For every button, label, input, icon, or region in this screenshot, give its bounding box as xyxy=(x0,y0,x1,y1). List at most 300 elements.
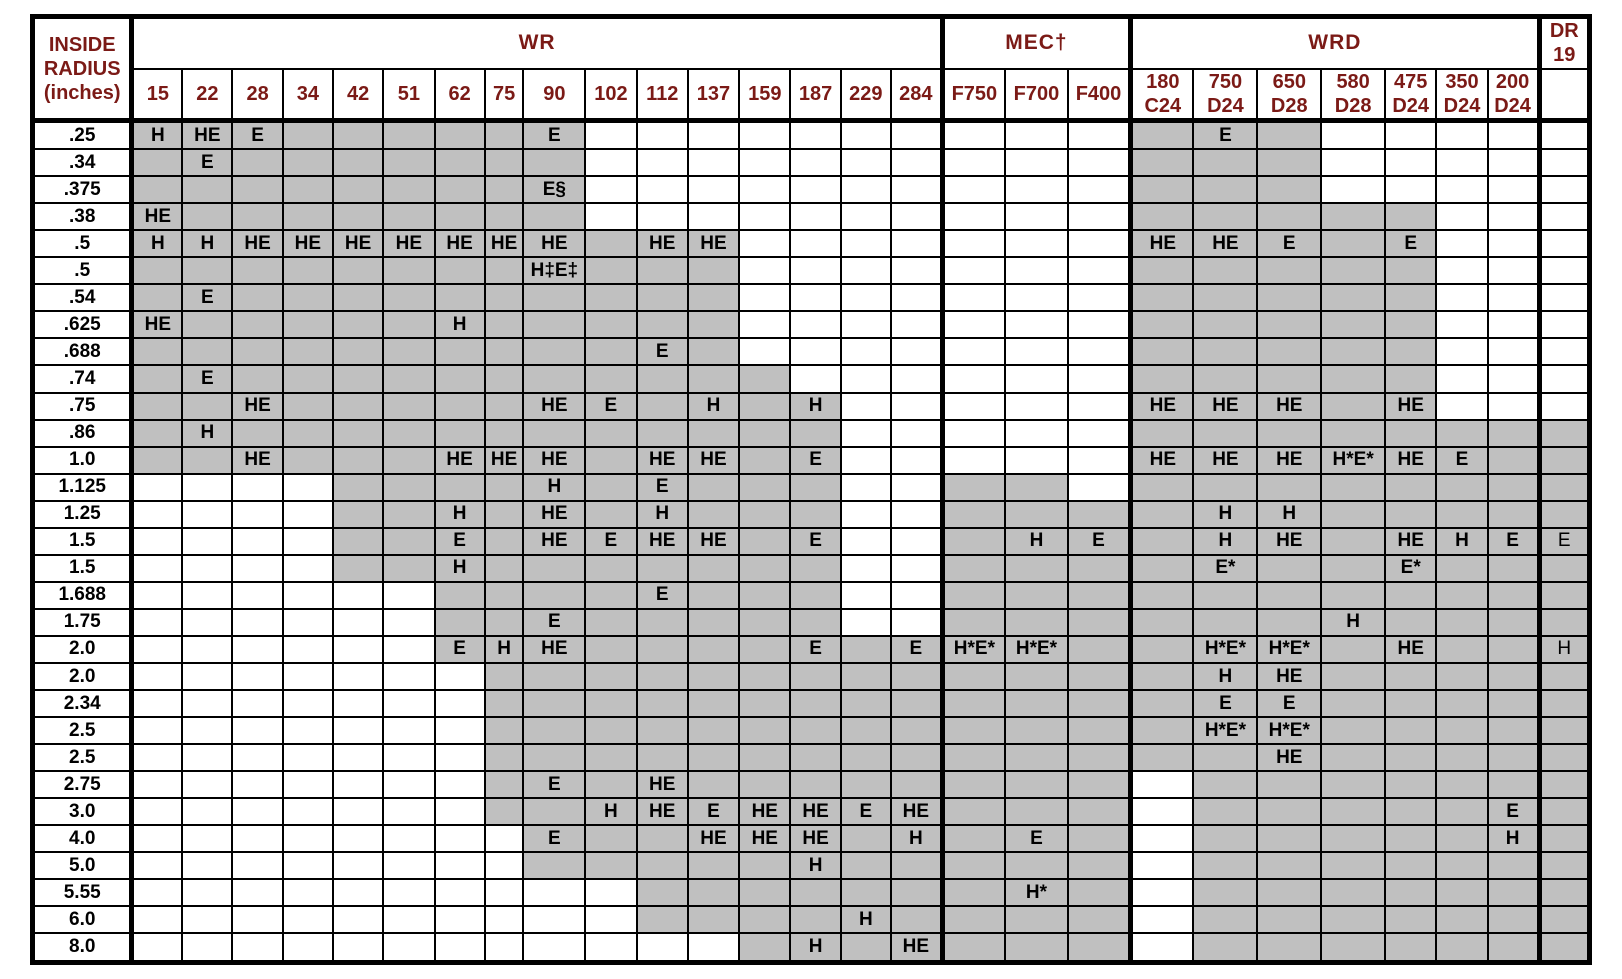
table-cell xyxy=(333,609,383,636)
table-cell xyxy=(841,852,891,879)
table-cell xyxy=(688,311,739,338)
table-cell xyxy=(1005,284,1068,311)
table-cell xyxy=(739,582,790,609)
table-cell xyxy=(1321,933,1385,962)
table-row xyxy=(33,420,1590,447)
table-row xyxy=(33,284,1590,311)
table-cell xyxy=(841,501,891,528)
table-cell xyxy=(790,176,840,203)
table-cell xyxy=(435,879,485,906)
table-cell xyxy=(1257,906,1321,933)
table-cell xyxy=(942,825,1005,852)
table-cell xyxy=(1321,338,1385,365)
table-cell xyxy=(688,284,739,311)
table-cell xyxy=(283,879,333,906)
table-cell: E xyxy=(790,447,840,474)
table-cell: H*E* xyxy=(1321,447,1385,474)
table-cell: E xyxy=(523,771,585,798)
table-cell: E xyxy=(1005,825,1068,852)
table-cell xyxy=(790,744,840,771)
radius-label: 5.0 xyxy=(33,852,132,879)
table-cell xyxy=(1068,582,1131,609)
table-cell xyxy=(688,555,739,582)
table-cell xyxy=(523,284,585,311)
table-cell xyxy=(739,609,790,636)
table-cell xyxy=(523,203,585,230)
table-cell xyxy=(1005,393,1068,420)
table-cell xyxy=(688,257,739,284)
table-cell xyxy=(1539,501,1589,528)
table-cell xyxy=(1257,121,1321,150)
table-cell xyxy=(891,149,942,176)
table-cell xyxy=(485,528,524,555)
table-cell xyxy=(790,717,840,744)
table-cell: HE xyxy=(1385,636,1436,663)
table-cell xyxy=(182,771,232,798)
table-cell xyxy=(1068,311,1131,338)
table-cell xyxy=(1539,609,1589,636)
table-cell xyxy=(232,501,282,528)
table-cell xyxy=(485,852,524,879)
table-cell xyxy=(1257,771,1321,798)
table-cell: E xyxy=(523,609,585,636)
table-cell xyxy=(1385,582,1436,609)
table-cell xyxy=(1321,744,1385,771)
table-cell xyxy=(739,771,790,798)
table-cell xyxy=(232,203,282,230)
table-cell xyxy=(132,447,182,474)
table-cell xyxy=(1436,365,1487,392)
table-cell xyxy=(435,393,485,420)
table-cell xyxy=(435,690,485,717)
table-cell xyxy=(1193,338,1257,365)
table-cell xyxy=(942,609,1005,636)
table-cell xyxy=(688,365,739,392)
table-cell xyxy=(891,447,942,474)
table-cell xyxy=(1131,663,1194,690)
table-cell xyxy=(790,879,840,906)
table-cell xyxy=(942,717,1005,744)
table-cell xyxy=(688,203,739,230)
table-cell xyxy=(232,609,282,636)
table-cell xyxy=(1068,879,1131,906)
table-cell xyxy=(637,365,688,392)
table-cell xyxy=(132,528,182,555)
table-cell xyxy=(132,501,182,528)
table-cell xyxy=(1068,852,1131,879)
table-cell xyxy=(637,906,688,933)
table-cell xyxy=(790,474,840,501)
column-header-580-d28: 580 D28 xyxy=(1321,69,1385,121)
table-cell xyxy=(283,393,333,420)
table-cell xyxy=(942,501,1005,528)
table-cell: HE xyxy=(1193,393,1257,420)
table-cell xyxy=(333,906,383,933)
table-cell xyxy=(585,257,636,284)
radius-label: 2.5 xyxy=(33,717,132,744)
table-cell xyxy=(1193,906,1257,933)
table-cell xyxy=(1488,744,1539,771)
radius-label: 2.0 xyxy=(33,663,132,690)
radius-label: .74 xyxy=(33,365,132,392)
table-cell xyxy=(585,176,636,203)
table-cell xyxy=(688,501,739,528)
table-cell xyxy=(891,717,942,744)
table-cell: H xyxy=(891,825,942,852)
table-cell xyxy=(1321,636,1385,663)
table-cell xyxy=(485,501,524,528)
table-cell xyxy=(132,393,182,420)
table-cell: E xyxy=(1193,690,1257,717)
table-cell xyxy=(585,933,636,962)
table-cell xyxy=(841,338,891,365)
table-cell xyxy=(790,284,840,311)
table-cell xyxy=(1385,690,1436,717)
table-cell xyxy=(1321,582,1385,609)
table-cell: H xyxy=(435,501,485,528)
table-cell xyxy=(1005,149,1068,176)
table-cell xyxy=(841,582,891,609)
table-cell xyxy=(942,663,1005,690)
table-cell: E xyxy=(1385,230,1436,257)
table-cell xyxy=(841,555,891,582)
table-cell xyxy=(383,149,434,176)
table-cell xyxy=(383,121,434,150)
table-cell xyxy=(841,420,891,447)
table-cell xyxy=(942,420,1005,447)
table-cell xyxy=(585,284,636,311)
table-cell xyxy=(739,393,790,420)
table-cell xyxy=(1385,879,1436,906)
group-header-wrd: WRD xyxy=(1131,17,1539,69)
table-cell xyxy=(283,744,333,771)
table-cell xyxy=(585,338,636,365)
table-cell xyxy=(1385,149,1436,176)
table-cell xyxy=(637,744,688,771)
table-cell xyxy=(739,121,790,150)
table-cell: HE xyxy=(232,393,282,420)
table-cell xyxy=(841,771,891,798)
table-cell xyxy=(182,852,232,879)
table-cell xyxy=(841,690,891,717)
table-cell xyxy=(485,121,524,150)
table-cell xyxy=(585,420,636,447)
table-row xyxy=(33,663,1590,690)
table-cell xyxy=(841,365,891,392)
table-cell xyxy=(739,879,790,906)
table-cell xyxy=(333,338,383,365)
table-cell xyxy=(1193,257,1257,284)
table-cell xyxy=(333,852,383,879)
table-cell xyxy=(1436,825,1487,852)
table-cell: H xyxy=(1005,528,1068,555)
table-cell: H xyxy=(1257,501,1321,528)
table-cell xyxy=(132,338,182,365)
table-cell xyxy=(1488,338,1539,365)
table-cell xyxy=(1436,582,1487,609)
table-cell xyxy=(182,906,232,933)
table-cell xyxy=(1131,501,1194,528)
table-cell xyxy=(1539,149,1589,176)
table-cell: H*E* xyxy=(1005,636,1068,663)
table-cell: HE xyxy=(637,447,688,474)
column-header-350-d24: 350 D24 xyxy=(1436,69,1487,121)
table-cell xyxy=(1131,176,1194,203)
table-cell: HE xyxy=(383,230,434,257)
table-cell: HE xyxy=(1131,393,1194,420)
table-cell: H xyxy=(182,230,232,257)
table-cell xyxy=(485,149,524,176)
table-cell xyxy=(1488,447,1539,474)
table-cell xyxy=(1488,393,1539,420)
table-cell xyxy=(383,663,434,690)
table-cell xyxy=(1131,365,1194,392)
table-cell xyxy=(132,176,182,203)
table-cell xyxy=(1005,203,1068,230)
table-cell xyxy=(739,447,790,474)
table-cell xyxy=(1131,690,1194,717)
table-cell xyxy=(435,257,485,284)
table-cell: E xyxy=(1436,447,1487,474)
table-cell xyxy=(132,825,182,852)
table-cell xyxy=(485,798,524,825)
table-cell xyxy=(585,609,636,636)
table-cell xyxy=(1385,906,1436,933)
table-cell: HE xyxy=(1131,230,1194,257)
table-cell xyxy=(523,744,585,771)
table-cell xyxy=(1005,852,1068,879)
table-cell xyxy=(637,933,688,962)
table-cell xyxy=(132,284,182,311)
table-cell xyxy=(1005,582,1068,609)
table-cell xyxy=(383,447,434,474)
table-cell xyxy=(523,420,585,447)
table-cell: H xyxy=(637,501,688,528)
table-cell xyxy=(942,474,1005,501)
table-body xyxy=(33,121,1590,963)
table-cell xyxy=(182,933,232,962)
table-cell: HE xyxy=(132,203,182,230)
table-cell xyxy=(637,149,688,176)
table-cell xyxy=(485,474,524,501)
table-cell xyxy=(841,203,891,230)
table-cell xyxy=(232,474,282,501)
table-cell xyxy=(942,365,1005,392)
table-cell: HE xyxy=(891,798,942,825)
table-cell xyxy=(942,203,1005,230)
column-header-200-d24: 200 D24 xyxy=(1488,69,1539,121)
table-cell xyxy=(333,420,383,447)
table-cell xyxy=(739,717,790,744)
table-cell xyxy=(1385,311,1436,338)
table-cell xyxy=(1488,149,1539,176)
table-cell xyxy=(1488,690,1539,717)
radius-label: .375 xyxy=(33,176,132,203)
table-cell xyxy=(485,690,524,717)
table-cell xyxy=(283,365,333,392)
table-cell xyxy=(1539,365,1589,392)
table-cell xyxy=(1436,420,1487,447)
radius-label: .86 xyxy=(33,420,132,447)
table-cell xyxy=(1131,203,1194,230)
table-cell xyxy=(1488,203,1539,230)
table-cell xyxy=(485,555,524,582)
table-cell xyxy=(1193,582,1257,609)
table-cell xyxy=(1005,663,1068,690)
table-cell xyxy=(1385,744,1436,771)
table-cell xyxy=(1539,744,1589,771)
table-cell xyxy=(688,474,739,501)
table-cell xyxy=(1068,906,1131,933)
table-cell xyxy=(1321,798,1385,825)
column-header-229: 229 xyxy=(841,69,891,121)
table-cell xyxy=(688,420,739,447)
table-cell xyxy=(1385,257,1436,284)
table-cell xyxy=(132,879,182,906)
table-cell xyxy=(942,879,1005,906)
table-cell xyxy=(1436,771,1487,798)
table-cell xyxy=(1068,825,1131,852)
table-cell: HE xyxy=(688,825,739,852)
table-cell xyxy=(1321,771,1385,798)
table-cell: HE xyxy=(523,636,585,663)
table-row xyxy=(33,338,1590,365)
table-cell xyxy=(435,717,485,744)
table-cell xyxy=(1385,717,1436,744)
table-cell xyxy=(1131,149,1194,176)
table-cell xyxy=(841,609,891,636)
table-cell: H xyxy=(790,852,840,879)
table-cell xyxy=(435,906,485,933)
table-cell xyxy=(485,393,524,420)
column-header-f700: F700 xyxy=(1005,69,1068,121)
table-cell xyxy=(435,474,485,501)
table-cell xyxy=(333,203,383,230)
table-cell xyxy=(585,203,636,230)
table-cell xyxy=(1436,121,1487,150)
table-cell xyxy=(435,121,485,150)
table-cell xyxy=(1488,582,1539,609)
table-cell xyxy=(1539,771,1589,798)
table-cell xyxy=(333,825,383,852)
table-cell xyxy=(1068,365,1131,392)
table-cell xyxy=(132,555,182,582)
table-cell xyxy=(790,203,840,230)
table-cell xyxy=(891,744,942,771)
table-cell xyxy=(891,474,942,501)
table-cell xyxy=(585,555,636,582)
table-cell xyxy=(182,338,232,365)
table-cell xyxy=(1068,933,1131,962)
table-cell xyxy=(585,311,636,338)
column-header-475-d24: 475 D24 xyxy=(1385,69,1436,121)
table-cell xyxy=(1436,852,1487,879)
column-header-28: 28 xyxy=(232,69,282,121)
table-cell xyxy=(1257,609,1321,636)
table-cell xyxy=(1068,338,1131,365)
table-cell: E xyxy=(1488,798,1539,825)
column-header-284: 284 xyxy=(891,69,942,121)
table-cell xyxy=(637,825,688,852)
table-cell xyxy=(232,879,282,906)
table-cell xyxy=(1539,852,1589,879)
table-cell xyxy=(739,933,790,962)
table-cell xyxy=(1005,447,1068,474)
table-cell xyxy=(1068,609,1131,636)
table-cell: HE xyxy=(232,447,282,474)
table-cell: E xyxy=(182,365,232,392)
table-cell: H*E* xyxy=(1193,717,1257,744)
table-cell xyxy=(1436,257,1487,284)
table-cell xyxy=(435,284,485,311)
table-cell xyxy=(1488,230,1539,257)
group-header-wr: WR xyxy=(132,17,942,69)
table-cell xyxy=(283,771,333,798)
table-cell xyxy=(739,284,790,311)
table-cell xyxy=(1321,230,1385,257)
table-cell xyxy=(132,474,182,501)
radius-label: 2.75 xyxy=(33,771,132,798)
table-cell xyxy=(283,528,333,555)
table-cell xyxy=(1539,825,1589,852)
table-cell xyxy=(485,582,524,609)
table-cell xyxy=(485,365,524,392)
table-cell xyxy=(383,771,434,798)
table-cell xyxy=(1193,176,1257,203)
table-cell xyxy=(1005,176,1068,203)
table-cell xyxy=(283,311,333,338)
table-cell xyxy=(1257,311,1321,338)
column-header-90: 90 xyxy=(523,69,585,121)
table-cell xyxy=(1321,420,1385,447)
table-cell xyxy=(1005,906,1068,933)
table-cell xyxy=(132,852,182,879)
radius-label: 5.55 xyxy=(33,879,132,906)
table-cell xyxy=(283,447,333,474)
table-cell xyxy=(1436,717,1487,744)
table-cell xyxy=(1131,609,1194,636)
table-cell xyxy=(1131,798,1194,825)
table-cell xyxy=(1005,311,1068,338)
table-cell xyxy=(1131,338,1194,365)
column-header-180-c24: 180 C24 xyxy=(1131,69,1194,121)
table-cell xyxy=(182,528,232,555)
table-cell xyxy=(523,717,585,744)
table-row xyxy=(33,798,1590,825)
table-cell xyxy=(1005,609,1068,636)
table-cell xyxy=(739,365,790,392)
table-cell xyxy=(1436,690,1487,717)
table-cell xyxy=(790,690,840,717)
table-cell xyxy=(1321,284,1385,311)
table-cell xyxy=(283,501,333,528)
table-cell xyxy=(333,555,383,582)
table-cell xyxy=(637,420,688,447)
inside-radius-header: INSIDE RADIUS (inches) xyxy=(33,17,132,121)
table-cell xyxy=(383,528,434,555)
table-cell xyxy=(1131,420,1194,447)
table-cell xyxy=(383,338,434,365)
table-row xyxy=(33,717,1590,744)
table-cell xyxy=(841,717,891,744)
table-cell xyxy=(182,798,232,825)
table-cell xyxy=(132,365,182,392)
table-cell xyxy=(1068,771,1131,798)
table-cell: H xyxy=(790,393,840,420)
table-cell xyxy=(1131,555,1194,582)
table-cell xyxy=(790,555,840,582)
table-cell xyxy=(739,257,790,284)
